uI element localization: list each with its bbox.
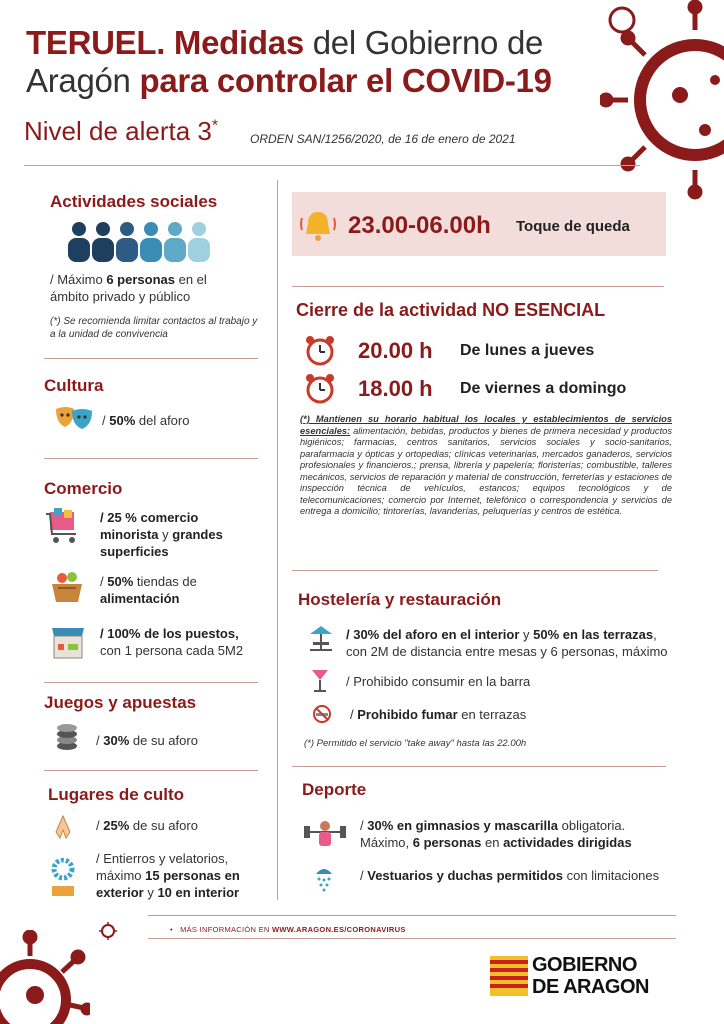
comercio-2b: 50% <box>107 574 134 589</box>
social-note: (*) Se recomienda limitar contactos al trabajo y a la unidad de convivencia <box>50 316 258 340</box>
dep-1b: 30% en gimnasios y mascarilla <box>367 818 559 833</box>
divider-comercio <box>44 682 258 683</box>
dep-1f: en <box>481 835 504 850</box>
virus-small-icon <box>98 921 118 941</box>
footer-info-link[interactable]: WWW.ARAGON.ES/CORONAVIRUS <box>272 925 406 934</box>
footer-info: • MÁS INFORMACIÓN EN WWW.ARAGON.ES/CORONAVIRUS <box>170 925 406 934</box>
hosteleria-item-2: / Prohibido consumir en la barra <box>346 674 531 689</box>
comercio-item-1 <box>100 509 270 560</box>
dep-2c: con limitaciones <box>563 868 660 883</box>
virus-illustration-top <box>600 0 724 200</box>
social-line2: ámbito privado y público <box>50 289 191 304</box>
alarm-clock-icon <box>304 334 336 366</box>
comercio-1d: grandes <box>172 527 223 542</box>
juegos-post: de su aforo <box>129 733 198 748</box>
section-title-juegos: Juegos y apuestas <box>44 693 197 712</box>
cultura-prefix: / <box>102 413 110 428</box>
curfew-label: Toque de queda <box>516 218 630 235</box>
culto-2a: / Entierros y velatorios, <box>96 851 229 866</box>
bell-icon <box>300 208 336 242</box>
host-3b: Prohibido fumar <box>357 707 458 722</box>
virus-illustration-bottom <box>0 930 90 1024</box>
cultura-text <box>102 412 189 429</box>
culto-1-prefix: / <box>96 818 104 833</box>
comercio-2d: alimentación <box>100 591 180 606</box>
no-smoking-icon <box>312 704 332 724</box>
juegos-prefix: / <box>96 733 104 748</box>
culto-item-2 <box>96 850 271 901</box>
terrace-table-icon <box>308 624 334 652</box>
section-title-deporte: Deporte <box>302 780 367 799</box>
aragon-flag-logo <box>490 956 528 996</box>
essential-services-note <box>300 414 672 518</box>
culto-item-1 <box>96 817 198 834</box>
social-max-text <box>50 271 270 305</box>
divider-curfew <box>292 286 664 287</box>
host-1b: y <box>519 627 534 642</box>
column-divider <box>277 180 278 900</box>
alert-star: * <box>211 117 219 135</box>
people-icon <box>68 222 212 267</box>
dep-1e: 6 personas <box>412 835 482 850</box>
comercio-1a: / 25 % comercio <box>100 510 199 525</box>
cultura-bold: 50% <box>109 413 136 428</box>
title-covid: para controlar el COVID-19 <box>139 62 552 99</box>
culto-2e: y <box>143 885 158 900</box>
section-title-social: Actividades sociales <box>50 192 218 211</box>
note-body: alimentación, bebidas, productos y bienes de primera necesidad y productos higiénicos; farmacias, centros sanitarios, servicios sociales y socio-sanitarios, parafarmacia y ópticas y ortopedias; clínicas veterinarias, mercados ganaderos, servicios profesionales y financieros.; prensa, librería y papelería; floristerías; combustible, talleres mecánicos, servicios de reparación y material de construcción, ferreterías y estaciones de inspección técnica de vehículos, estancos; equipos tecnológicos y de telecomunicaciones; comercio por Internet, telefónico o correspondencia y servicios de entrega a domicilio; tintorerías, lavanderías, peluquerías y centros de estética. <box>300 425 672 516</box>
footer-divider-top <box>148 915 676 916</box>
divider-cultura <box>44 458 258 459</box>
hosteleria-item-1 <box>346 626 686 660</box>
host-1e: con 2M de distancia entre mesas y 6 personas, máximo <box>346 644 668 659</box>
hosteleria-item-3 <box>350 706 526 723</box>
praying-hands-icon <box>52 814 74 840</box>
cierre-row2-label: De viernes a domingo <box>460 380 627 397</box>
divider-juegos <box>44 770 258 771</box>
poker-chips-icon <box>54 722 80 752</box>
deporte-item-1 <box>360 817 680 851</box>
section-title-cierre: Cierre de la actividad NO ESENCIAL <box>296 300 606 320</box>
dep-1d: Máximo, <box>360 835 413 850</box>
header-divider <box>24 165 640 166</box>
section-title-comercio: Comercio <box>44 479 123 498</box>
juegos-bold: 30% <box>103 733 130 748</box>
deporte-item-2 <box>360 867 659 884</box>
culto-1-post: de su aforo <box>129 818 198 833</box>
culto-2b: máximo <box>96 868 146 883</box>
cocktail-glass-icon <box>310 668 330 694</box>
hosteleria-note: (*) Permitido el servicio "take away" hasta las 22.00h <box>304 738 527 749</box>
host-3c: en terrazas <box>457 707 527 722</box>
divider-cierre <box>292 570 658 571</box>
cultura-post: del aforo <box>135 413 190 428</box>
social-post: en el <box>175 272 207 287</box>
theater-masks-icon <box>54 404 94 432</box>
comercio-1c: y <box>158 527 173 542</box>
comercio-1b: minorista <box>100 527 159 542</box>
host-1c: 50% en las terrazas <box>533 627 654 642</box>
cierre-row1-label: De lunes a jueves <box>460 342 595 359</box>
comercio-1e: superficies <box>100 544 169 559</box>
orden-reference: ORDEN SAN/1256/2020, de 16 de enero de 2021 <box>250 132 516 146</box>
curfew-time: 23.00-06.00h <box>348 212 491 239</box>
section-title-hosteleria: Hostelería y restauración <box>298 590 502 609</box>
dep-1c: obligatoria. <box>558 818 626 833</box>
comercio-item-3 <box>100 625 275 659</box>
culto-2d: exterior <box>96 885 144 900</box>
culto-1-bold: 25% <box>103 818 130 833</box>
market-stall-icon <box>50 624 86 660</box>
comercio-2a: / <box>100 574 108 589</box>
footer-info-pre: MÁS INFORMACIÓN EN <box>180 925 273 934</box>
section-title-cultura: Cultura <box>44 376 104 395</box>
logo-line1: GOBIERNO <box>532 954 637 976</box>
shower-icon <box>310 864 338 892</box>
page-title <box>26 24 552 100</box>
culto-2c: 15 personas en <box>145 868 240 883</box>
note-head: (*) Mantienen su horario habitual los locales y establecimientos de servicios esenciales: <box>300 414 672 436</box>
host-1a: / 30% del aforo en el interior <box>346 627 520 642</box>
dep-1g: actividades dirigidas <box>503 835 632 850</box>
cierre-row2-time: 18.00 h <box>358 376 433 401</box>
culto-2f: 10 en interior <box>157 885 240 900</box>
juegos-text <box>96 732 198 749</box>
host-3a: / <box>350 707 358 722</box>
funeral-flowers-icon <box>50 858 76 898</box>
comercio-2c: tiendas de <box>133 574 197 589</box>
divider-hosteleria <box>292 766 666 767</box>
logo-line2: DE ARAGON <box>532 976 649 998</box>
dumbbell-person-icon <box>304 818 346 848</box>
comercio-3b: con 1 persona cada 5M2 <box>100 643 244 658</box>
alert-level-text: Nivel de alerta 3 <box>24 116 212 146</box>
cierre-row1-time: 20.00 h <box>358 338 433 363</box>
shopping-cart-icon <box>44 508 82 546</box>
dep-2a: / <box>360 868 368 883</box>
comercio-item-2 <box>100 573 270 607</box>
title-text-1: del Gobierno de <box>303 24 544 61</box>
section-title-culto: Lugares de culto <box>48 785 185 804</box>
social-bold: 6 personas <box>106 272 175 287</box>
host-1d: , <box>653 627 657 642</box>
title-text-2: Aragón <box>26 62 140 99</box>
dep-2b: Vestuarios y duchas permitidos <box>367 868 564 883</box>
grocery-basket-icon <box>50 570 84 604</box>
footer-divider-bottom <box>148 938 676 939</box>
gobierno-aragon-logo <box>532 954 649 998</box>
dep-1a: / <box>360 818 368 833</box>
title-teruel: TERUEL. Medidas <box>26 24 304 61</box>
alert-level <box>24 116 218 147</box>
alarm-clock-icon-2 <box>304 372 336 404</box>
people-group-icon <box>68 222 212 262</box>
social-pre: / Máximo <box>50 272 107 287</box>
comercio-3a: / 100% de los puestos, <box>100 626 239 641</box>
divider-social <box>44 358 258 359</box>
